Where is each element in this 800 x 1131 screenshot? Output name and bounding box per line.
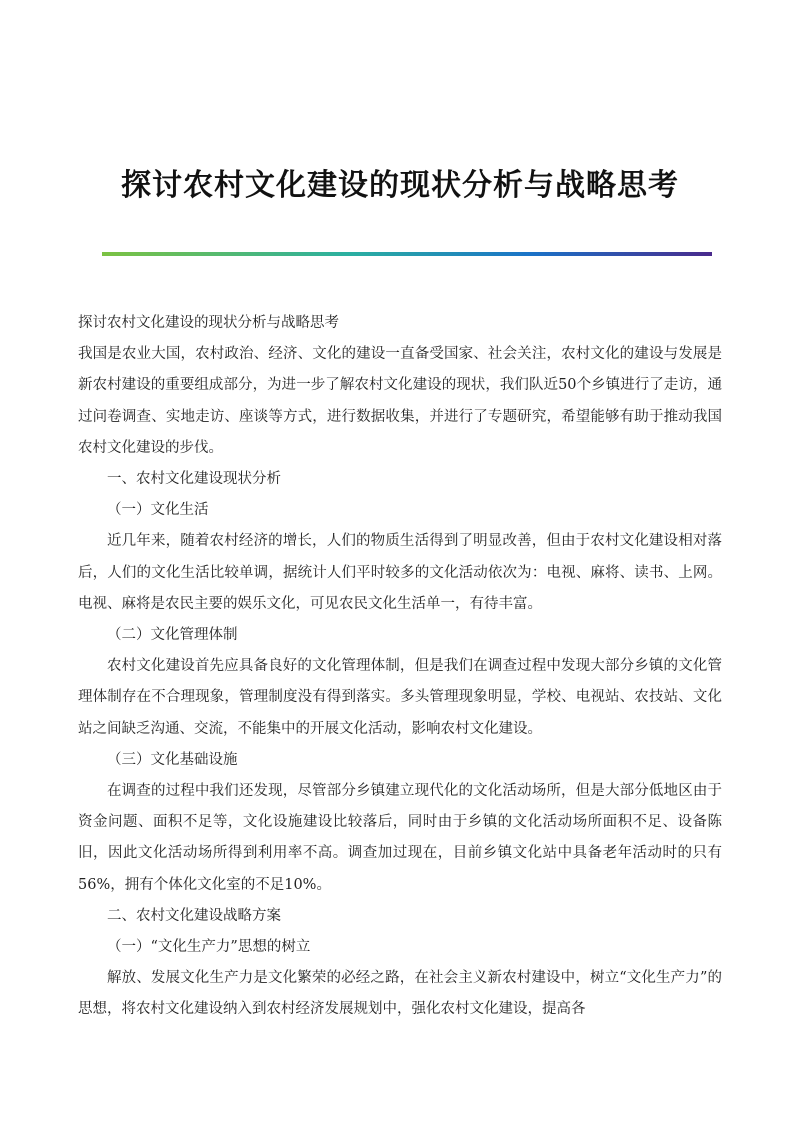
document-body: [78, 308, 722, 1026]
subtitle-line: 探讨农村文化建设的现状分析与战略思考: [78, 315, 339, 331]
body-paragraph: 在调查的过程中我们还发现，尽管部分乡镇建立现代化的文化活动场所，但是大部分低地区由于资金问题、面积不足等，文化设施建设比较落后，同时由于乡镇的文化活动场所面积不足、设备陈旧，因此文化活动场所得到利用率不高。调查加过现在，目前乡镇文化站中具备老年活动时的只有56%，拥有个体化文化室的不足10%。: [78, 783, 722, 893]
section-heading: 二、农村文化建设战略方案: [107, 907, 281, 924]
subsection-heading: （一）“文化生产力”思想的树立: [107, 939, 311, 956]
document-title: 探讨农村文化建设的现状分析与战略思考: [121, 168, 679, 203]
body-paragraph: 近几年来，随着农村经济的增长，人们的物质生活得到了明显改善，但由于农村文化建设相对落后，人们的文化生活比较单调，据统计人们平时较多的文化活动依次为：电视、麻将、读书、上网。电视、麻将是农民主要的娱乐文化，可见农民文化生活单一，有待丰富。: [78, 533, 722, 612]
body-paragraph: 解放、发展文化生产力是文化繁荣的必经之路，在社会主义新农村建设中，树立“文化生产力”的思想，将农村文化建设纳入到农村经济发展规划中，强化农村文化建设，提高各: [78, 970, 722, 1018]
body-paragraph: 农村文化建设首先应具备良好的文化管理体制，但是我们在调查过程中发现大部分乡镇的文化管理体制存在不合理现象，管理制度没有得到落实。多头管理现象明显，学校、电视站、农技站、文化站之间缺乏沟通、交流，不能集中的开展文化活动，影响农村文化建设。: [78, 658, 722, 737]
subsection-heading: （三）文化基础设施: [107, 751, 238, 768]
subsection-heading: （一）文化生活: [107, 502, 209, 519]
title-divider: [102, 252, 712, 256]
section-heading: 一、农村文化建设现状分析: [107, 471, 281, 488]
subsection-heading: （二）文化管理体制: [107, 627, 238, 644]
intro-paragraph: 我国是农业大国，农村政治、经济、文化的建设一直备受国家、社会关注，农村文化的建设与发展是新农村建设的重要组成部分，为进一步了解农村文化建设的现状，我们队近50个乡镇进行了走访，通过问卷调查、实地走访、座谈等方式，进行数据收集，并进行了专题研究，希望能够有助于推动我国农村文化建设的步伐。: [78, 346, 722, 456]
